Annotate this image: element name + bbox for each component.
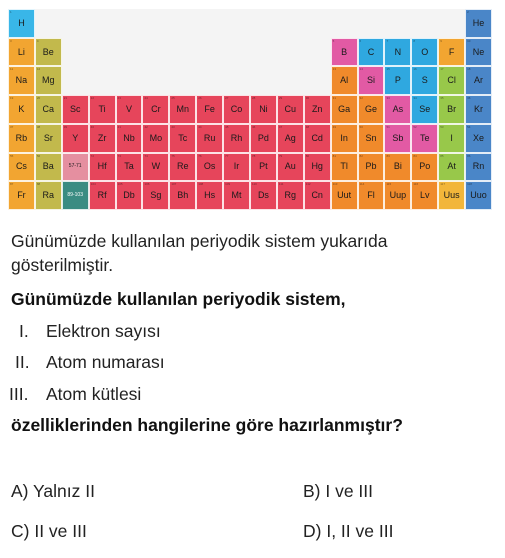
atomic-number: 10	[467, 38, 471, 43]
element-symbol: Ta	[124, 161, 134, 172]
atomic-number: 74	[144, 153, 148, 158]
element-symbol: Au	[284, 161, 296, 172]
atomic-number: 80	[305, 153, 310, 158]
element-symbol: Ca	[42, 103, 55, 114]
element-rb	[8, 124, 35, 153]
element-xe	[465, 124, 492, 153]
element-symbol: Ba	[42, 161, 54, 172]
atomic-number: 40	[90, 124, 94, 129]
atomic-number: 28	[252, 96, 256, 101]
element-ca	[35, 95, 62, 124]
element-symbol: Mn	[176, 103, 190, 114]
atomic-number: 118	[467, 182, 472, 187]
element-mo	[142, 124, 169, 153]
element-o	[411, 38, 438, 67]
atomic-number: 87	[10, 182, 14, 187]
element-symbol: Zr	[97, 132, 107, 143]
atomic-number: 39	[63, 124, 68, 129]
atomic-number: 32	[359, 96, 363, 101]
atomic-number: 24	[144, 96, 148, 101]
element-he	[465, 9, 492, 38]
element-cn	[304, 181, 331, 210]
element-fe	[196, 95, 223, 124]
element-symbol: Os	[203, 161, 216, 172]
element-symbol: Mg	[42, 75, 55, 86]
element-pb	[358, 153, 385, 182]
atomic-number: 54	[467, 124, 471, 129]
question-stem-line2: gösterilmiştir.	[11, 255, 114, 275]
element-symbol: S	[421, 75, 428, 86]
atomic-number: 115	[386, 182, 392, 187]
element-uuo	[465, 181, 492, 210]
element-y	[62, 124, 89, 153]
element-symbol: 57-71	[68, 163, 82, 170]
element-ds	[250, 181, 277, 210]
element-ba	[35, 153, 62, 182]
atomic-number: 45	[225, 124, 229, 129]
element-na	[8, 66, 35, 95]
element-symbol: F	[448, 46, 455, 57]
atomic-number: 75	[171, 153, 175, 158]
element-symbol: Ar	[474, 75, 484, 86]
element-symbol: O	[421, 46, 429, 57]
atomic-number: 82	[359, 153, 363, 158]
option-b[interactable]: B) I ve III	[303, 481, 374, 501]
element-symbol: Cs	[15, 161, 27, 172]
question-stem-line1: Günümüzde kullanılan periyodik sistem yukarıda	[11, 231, 388, 251]
element-symbol: Ds	[257, 190, 269, 201]
element-at	[438, 153, 465, 182]
element-symbol: Rb	[15, 132, 28, 143]
atomic-number: 29	[278, 96, 283, 101]
element-fr	[8, 181, 35, 210]
atomic-number: 27	[225, 96, 229, 101]
element-cs	[8, 153, 35, 182]
option-a[interactable]: A) Yalnız II	[11, 481, 95, 501]
element-symbol: Si	[366, 75, 375, 86]
item-numeral-1: I.	[19, 321, 29, 341]
atomic-number: 112	[305, 182, 311, 187]
element-symbol: Tc	[178, 132, 188, 143]
element-symbol: I	[450, 132, 453, 143]
element-s	[411, 66, 438, 95]
element-hf	[89, 153, 116, 182]
element-tc	[169, 124, 196, 153]
atomic-number: 56	[36, 153, 41, 158]
element-mg	[35, 66, 62, 95]
element-symbol: Hs	[204, 190, 216, 201]
element-sg	[142, 181, 169, 210]
element-symbol: Y	[72, 132, 79, 143]
element-symbol: In	[340, 132, 348, 143]
atomic-number: 78	[252, 153, 256, 158]
element-symbol: Li	[17, 46, 25, 57]
element-po	[411, 153, 438, 182]
element-lv	[411, 181, 438, 210]
element-re	[169, 153, 196, 182]
element-db	[116, 181, 143, 210]
atomic-number: 88	[36, 182, 41, 187]
element-symbol: Kr	[474, 103, 484, 114]
element-bi	[384, 153, 411, 182]
atomic-number: 30	[305, 96, 310, 101]
atomic-number: 13	[332, 67, 336, 72]
element-symbol: Lv	[420, 190, 430, 201]
element-symbol: V	[125, 103, 132, 114]
element-co	[223, 95, 250, 124]
atomic-number: 105	[117, 182, 123, 187]
element-v	[116, 95, 143, 124]
element-symbol: Nb	[123, 132, 135, 143]
element-symbol: Sb	[392, 132, 404, 143]
element-ta	[116, 153, 143, 182]
element-i	[438, 124, 465, 153]
element-al	[331, 66, 358, 95]
element-symbol: Ne	[472, 46, 485, 57]
atomic-number: 81	[332, 153, 336, 158]
element-symbol: Co	[230, 103, 243, 114]
element-symbol: He	[472, 17, 485, 28]
element-symbol: H	[18, 17, 25, 28]
element-pd	[250, 124, 277, 153]
atomic-number: 35	[440, 96, 444, 101]
element-ru	[196, 124, 223, 153]
element-symbol: Xe	[473, 132, 485, 143]
atomic-number: 72	[90, 153, 94, 158]
element-zr	[89, 124, 116, 153]
element-symbol: Ga	[338, 103, 351, 114]
element-symbol: Ge	[364, 103, 377, 114]
atomic-number: 114	[359, 182, 365, 187]
atomic-number: 104	[90, 182, 96, 187]
element-symbol: Rh	[230, 132, 243, 143]
atomic-number: 55	[10, 153, 14, 158]
atomic-number: 52	[413, 124, 417, 129]
element-symbol: Cd	[311, 132, 323, 143]
element-ne	[465, 38, 492, 67]
element-zn	[304, 95, 331, 124]
element-symbol: Al	[340, 75, 349, 86]
element-cd	[304, 124, 331, 153]
atomic-number: 18	[467, 67, 471, 72]
atomic-number: 25	[171, 96, 175, 101]
element-symbol: Sc	[69, 103, 81, 114]
element-se	[411, 95, 438, 124]
atomic-number: 84	[413, 153, 417, 158]
element-fl	[358, 181, 385, 210]
periodic-table	[8, 9, 492, 210]
element-sr	[35, 124, 62, 153]
element-symbol: Hg	[311, 161, 323, 172]
element-cr	[142, 95, 169, 124]
element-uut	[331, 181, 358, 210]
atomic-number: 17	[440, 67, 444, 72]
atomic-number: 86	[467, 153, 471, 158]
atomic-number: 4	[36, 38, 39, 43]
atomic-number: 9	[440, 38, 442, 43]
element-nb	[116, 124, 143, 153]
element-si	[358, 66, 385, 95]
element-symbol: Zn	[311, 103, 323, 114]
atomic-number: 34	[413, 96, 417, 101]
atomic-number: 36	[467, 96, 471, 101]
atomic-number: 19	[10, 96, 14, 101]
element-symbol: Uus	[443, 190, 460, 201]
element-hg	[304, 153, 331, 182]
element-symbol: Cn	[311, 190, 323, 201]
atomic-number: 8	[413, 38, 415, 43]
atomic-number: 109	[225, 182, 231, 187]
element-w	[142, 153, 169, 182]
element-sb	[384, 124, 411, 153]
item-text-2: Atom numarası	[46, 352, 165, 372]
element-symbol: W	[151, 161, 161, 172]
element-symbol: Br	[447, 103, 457, 114]
atomic-number: 79	[278, 153, 283, 158]
element-c	[358, 38, 385, 67]
question-bold-line: Günümüzde kullanılan periyodik sistem,	[11, 289, 346, 309]
element-symbol: Po	[419, 161, 431, 172]
element-symbol: Ir	[233, 161, 240, 172]
element-sc	[62, 95, 89, 124]
element-ir	[223, 153, 250, 182]
atomic-number: 31	[332, 96, 336, 101]
element-in	[331, 124, 358, 153]
element-cl	[438, 66, 465, 95]
element-symbol: Hf	[97, 161, 107, 172]
element-n	[384, 38, 411, 67]
element-series-7	[62, 181, 89, 210]
atomic-number: 77	[225, 153, 229, 158]
atomic-number: 1	[10, 10, 12, 14]
element-symbol: Pb	[365, 161, 377, 172]
element-tl	[331, 153, 358, 182]
atomic-number: 2	[467, 10, 469, 14]
atomic-number: 37	[10, 124, 14, 129]
element-pt	[250, 153, 277, 182]
atomic-number: 11	[10, 67, 14, 72]
element-rh	[223, 124, 250, 153]
question-prompt: özelliklerinden hangilerine göre hazırlanmıştır?	[11, 415, 403, 435]
element-ra	[35, 181, 62, 210]
element-symbol: Rn	[472, 161, 485, 172]
option-d[interactable]: D) I, II ve III	[303, 521, 394, 541]
atomic-number: 113	[332, 182, 338, 187]
element-symbol: Uut	[337, 190, 352, 201]
element-symbol: Sg	[150, 190, 162, 201]
element-symbol: Bi	[393, 161, 402, 172]
atomic-number: 12	[36, 67, 41, 72]
element-br	[438, 95, 465, 124]
element-ni	[250, 95, 277, 124]
atomic-number: 46	[252, 124, 256, 129]
item-text-3: Atom kütlesi	[46, 384, 142, 404]
element-mt	[223, 181, 250, 210]
element-symbol: As	[392, 103, 404, 114]
atomic-number: 85	[440, 153, 444, 158]
atomic-number: 47	[278, 124, 283, 129]
atomic-number: 21	[63, 96, 68, 101]
element-kr	[465, 95, 492, 124]
item-numeral-2: II.	[15, 352, 30, 372]
element-symbol: Sn	[365, 132, 377, 143]
element-be	[35, 38, 62, 67]
atomic-number: 22	[90, 96, 94, 101]
atomic-number: 108	[198, 182, 204, 187]
atomic-number: 117	[440, 182, 446, 187]
element-uup	[384, 181, 411, 210]
element-symbol: Fl	[367, 190, 375, 201]
element-symbol: At	[447, 161, 456, 172]
element-symbol: C	[367, 46, 375, 57]
element-symbol: Sr	[43, 132, 53, 143]
element-symbol: Re	[177, 161, 189, 172]
element-k	[8, 95, 35, 124]
atomic-number: 76	[198, 153, 202, 158]
element-symbol: Be	[42, 46, 54, 57]
element-ag	[277, 124, 304, 153]
item-text-1: Elektron sayısı	[46, 321, 161, 341]
element-symbol: 89-103	[67, 192, 83, 199]
element-symbol: Ni	[259, 103, 268, 114]
element-symbol: Uup	[389, 190, 407, 201]
element-symbol: Te	[420, 132, 430, 143]
atomic-number: 83	[386, 153, 390, 158]
element-rg	[277, 181, 304, 210]
atomic-number: 5	[332, 38, 335, 43]
element-bh	[169, 181, 196, 210]
atomic-number: 48	[305, 124, 310, 129]
atomic-number: 23	[117, 96, 121, 101]
atomic-number: 14	[359, 67, 363, 72]
element-li	[8, 38, 35, 67]
element-mn	[169, 95, 196, 124]
element-symbol: N	[394, 46, 402, 57]
element-symbol: Ra	[42, 190, 55, 201]
element-symbol: Na	[15, 75, 28, 86]
element-symbol: Rf	[97, 190, 107, 201]
element-symbol: Ti	[98, 103, 106, 114]
element-symbol: P	[394, 75, 401, 86]
element-rn	[465, 153, 492, 182]
element-rf	[89, 181, 116, 210]
option-c[interactable]: C) II ve III	[11, 521, 87, 541]
element-symbol: Cr	[151, 103, 161, 114]
element-symbol: Tl	[340, 161, 348, 172]
element-ga	[331, 95, 358, 124]
atomic-number: 43	[171, 124, 175, 129]
element-symbol: Fr	[17, 190, 26, 201]
atomic-number: 44	[198, 124, 202, 129]
item-numeral-3: III.	[9, 384, 29, 404]
element-ge	[358, 95, 385, 124]
element-symbol: Db	[123, 190, 135, 201]
element-te	[411, 124, 438, 153]
atomic-number: 33	[386, 96, 390, 101]
element-symbol: Mo	[149, 132, 163, 143]
atomic-number: 53	[440, 124, 444, 129]
atomic-number: 49	[332, 124, 336, 129]
element-p	[384, 66, 411, 95]
atomic-number: 50	[359, 124, 363, 129]
element-symbol: K	[18, 103, 25, 114]
element-symbol: Rg	[284, 190, 297, 201]
atomic-number: 73	[117, 153, 121, 158]
element-series-6	[62, 153, 89, 182]
element-ar	[465, 66, 492, 95]
element-symbol: Ag	[284, 132, 296, 143]
element-h	[8, 9, 35, 38]
atomic-number: 41	[117, 124, 121, 129]
element-os	[196, 153, 223, 182]
atomic-number: 6	[359, 38, 362, 43]
element-f	[438, 38, 465, 67]
element-symbol: Mt	[231, 190, 242, 201]
atomic-number: 7	[386, 38, 389, 43]
element-symbol: Se	[419, 103, 431, 114]
atomic-number: 116	[413, 182, 419, 187]
element-as	[384, 95, 411, 124]
atomic-number: 20	[36, 96, 41, 101]
element-uus	[438, 181, 465, 210]
element-symbol: Ru	[203, 132, 216, 143]
element-symbol: Fe	[204, 103, 215, 114]
atomic-number: 16	[413, 67, 417, 72]
atomic-number: 42	[144, 124, 148, 129]
element-b	[331, 38, 358, 67]
atomic-number: 107	[171, 182, 177, 187]
element-cu	[277, 95, 304, 124]
atomic-number: 3	[10, 38, 12, 43]
atomic-number: 111	[278, 182, 284, 187]
element-symbol: Pt	[259, 161, 268, 172]
element-symbol: B	[341, 46, 348, 57]
element-au	[277, 153, 304, 182]
element-symbol: Uuo	[470, 190, 487, 201]
element-symbol: Bh	[177, 190, 189, 201]
element-symbol: Cl	[447, 75, 456, 86]
element-sn	[358, 124, 385, 153]
element-symbol: Cu	[284, 103, 297, 114]
atomic-number: 15	[386, 67, 390, 72]
atomic-number: 26	[198, 96, 202, 101]
element-hs	[196, 181, 223, 210]
atomic-number: 110	[252, 182, 257, 187]
element-symbol: Pd	[257, 132, 269, 143]
element-ti	[89, 95, 116, 124]
atomic-number: 51	[386, 124, 390, 129]
atomic-number: 106	[144, 182, 150, 187]
atomic-number: 38	[36, 124, 41, 129]
